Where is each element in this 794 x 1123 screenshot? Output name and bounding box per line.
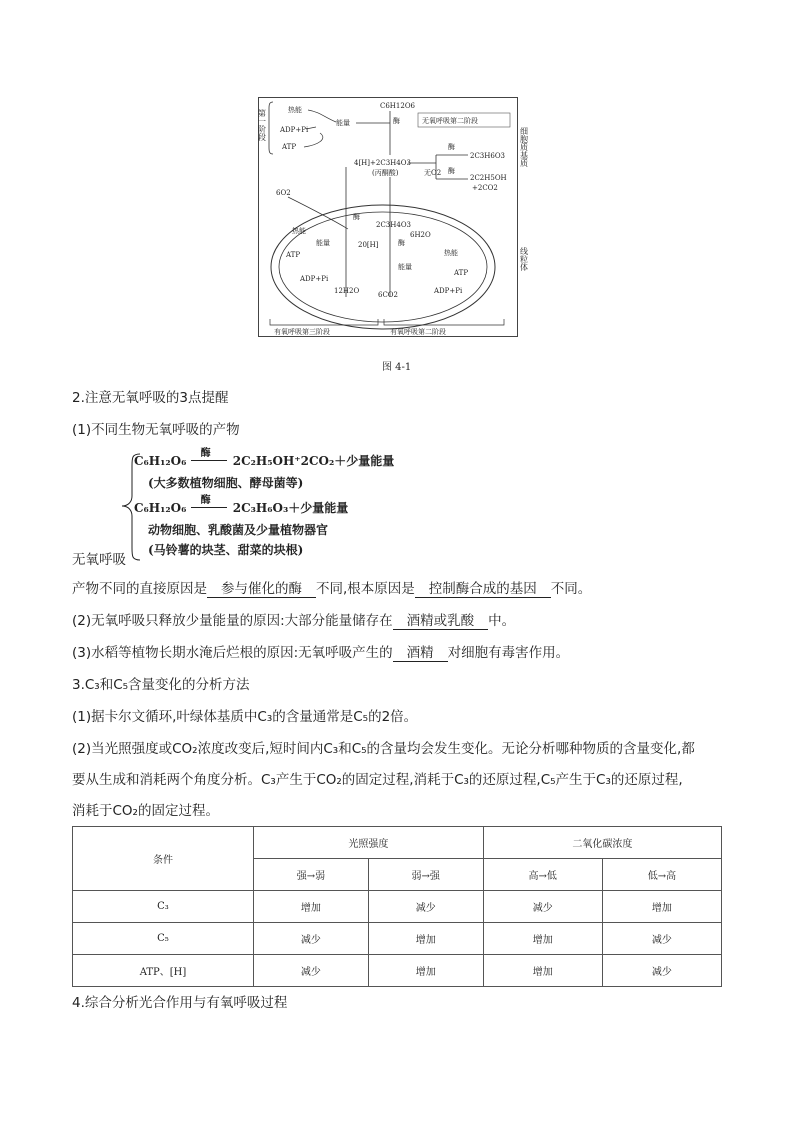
svg-text:+2CO2: +2CO2 (472, 184, 498, 192)
svg-text:热能: 热能 (288, 106, 302, 114)
svg-text:热能: 热能 (444, 249, 458, 257)
table-row (73, 955, 722, 987)
section2-item3: (3)水稻等植物长期水淹后烂根的原因:无氧呼吸产生的 酒精 对细胞有毒害作用。 (72, 645, 570, 661)
equation1-product: 2C₂H₅OH⁺2CO₂＋少量能量 (232, 454, 395, 468)
svg-text:ATP: ATP (282, 143, 297, 151)
equation2-note2: (马铃薯的块茎、甜菜的块根) (148, 543, 304, 557)
row-label: C₃ (73, 891, 254, 923)
svg-text:ADP+Pi: ADP+Pi (300, 275, 329, 283)
svg-text:酶: 酶 (393, 117, 400, 125)
table-cell: 减少 (254, 923, 369, 955)
section3-item2-line1: (2)当光照强度或CO₂浓度改变后,短时间内C₃和C₅的含量均会发生变化。无论分析哪种物质的含量变化,都 (72, 741, 695, 757)
subheader: 高→低 (483, 859, 602, 891)
pyruvate-label: 4[H]+2C3H4O3 (354, 159, 411, 167)
svg-text:能量: 能量 (316, 239, 330, 247)
answer-gene: 控制酶合成的基因 (415, 581, 551, 598)
svg-text:细胞质基质: 细胞质基质 (519, 127, 529, 167)
table-cell: 减少 (602, 923, 721, 955)
subheader: 弱→强 (368, 859, 483, 891)
equation1-reactant: C₆H₁₂O₆ (134, 454, 187, 468)
header-light: 光照强度 (254, 827, 484, 859)
table-row (73, 891, 722, 923)
answer-alcohol: 酒精 (393, 645, 448, 662)
enzyme-arrow: 酶 (191, 501, 229, 515)
row-label: ATP、[H] (73, 955, 254, 987)
equation1-note: (大多数植物细胞、酵母菌等) (148, 476, 304, 490)
svg-text:ATP: ATP (454, 269, 469, 277)
header-co2: 二氧化碳浓度 (483, 827, 721, 859)
svg-text:无氧呼吸第二阶段: 无氧呼吸第二阶段 (422, 117, 478, 125)
section3-item2-line2: 要从生成和消耗两个角度分析。C₃产生于CO₂的固定过程,消耗于C₃的还原过程,C₅产生于C₃的还原过程, (72, 772, 683, 788)
svg-text:能量: 能量 (398, 263, 412, 271)
anaerobic-label: 无氧呼吸 (72, 552, 126, 568)
glucose-label: C6H12O6 (380, 102, 416, 110)
stage1-label: 第一阶段 (257, 109, 267, 141)
svg-text:ATP: ATP (286, 251, 301, 259)
svg-text:热能: 热能 (292, 227, 306, 235)
svg-text:(丙酮酸): (丙酮酸) (372, 169, 399, 177)
section2-item1: (1)不同生物无氧呼吸的产物 (72, 422, 240, 438)
svg-text:无O2: 无O2 (424, 169, 442, 177)
svg-text:有氧呼吸第二阶段: 有氧呼吸第二阶段 (390, 328, 446, 336)
table-cell: 增加 (368, 955, 483, 987)
answer-storage: 酒精或乳酸 (393, 613, 489, 630)
table-cell: 减少 (602, 955, 721, 987)
table-cell: 增加 (483, 955, 602, 987)
table-cell: 增加 (483, 923, 602, 955)
header-condition: 条件 (73, 827, 254, 891)
section3-title: 3.C₃和C₅含量变化的分析方法 (72, 677, 250, 693)
table-cell: 减少 (254, 955, 369, 987)
svg-text:线粒体: 线粒体 (519, 247, 529, 271)
section3-item2-line3: 消耗于CO₂的固定过程。 (72, 803, 219, 819)
table-cell: 增加 (368, 923, 483, 955)
svg-text:能量: 能量 (336, 119, 350, 127)
svg-text:2C3H4O3: 2C3H4O3 (376, 221, 412, 229)
svg-text:2C2H5OH: 2C2H5OH (470, 174, 507, 182)
section2-item2: (2)无氧呼吸只释放少量能量的原因:大部分能量储存在 酒精或乳酸 中。 (72, 613, 516, 629)
svg-text:6H2O: 6H2O (410, 231, 431, 239)
svg-text:酶: 酶 (448, 143, 455, 151)
equation2-note1: 动物细胞、乳酸菌及少量植物器官 (148, 523, 329, 537)
table-cell: 增加 (602, 891, 721, 923)
row-label: C₅ (73, 923, 254, 955)
section2-title: 2.注意无氧呼吸的3点提醒 (72, 390, 229, 406)
respiration-diagram (257, 97, 529, 337)
svg-text:酶: 酶 (353, 213, 360, 221)
table-cell: 减少 (368, 891, 483, 923)
svg-text:12H2O: 12H2O (334, 287, 360, 295)
table-row (73, 923, 722, 955)
svg-text:20[H]: 20[H] (358, 241, 379, 249)
svg-text:酶: 酶 (398, 239, 405, 247)
table-cell: 增加 (254, 891, 369, 923)
c3-c5-table (72, 826, 722, 987)
svg-text:2C3H6O3: 2C3H6O3 (470, 152, 506, 160)
svg-text:ADP+Pi: ADP+Pi (280, 126, 309, 134)
svg-text:ADP+Pi: ADP+Pi (434, 287, 463, 295)
figure-caption: 图 4-1 (382, 362, 412, 373)
answer-enzyme: 参与催化的酶 (207, 581, 316, 598)
svg-text:6CO2: 6CO2 (378, 291, 399, 299)
section4-title: 4.综合分析光合作用与有氧呼吸过程 (72, 995, 288, 1011)
svg-text:6O2: 6O2 (276, 189, 291, 197)
section3-item1: (1)据卡尔文循环,叶绿体基质中C₃的含量通常是C₅的2倍。 (72, 709, 418, 725)
subheader: 强→弱 (254, 859, 369, 891)
svg-text:有氧呼吸第三阶段: 有氧呼吸第三阶段 (274, 328, 330, 336)
enzyme-arrow: 酶 (191, 454, 229, 468)
svg-text:酶: 酶 (448, 167, 455, 175)
equation2-reactant: C₆H₁₂O₆ (134, 501, 187, 515)
table-cell: 减少 (483, 891, 602, 923)
equation2-product: 2C₃H₆O₃＋少量能量 (232, 501, 349, 515)
subheader: 低→高 (602, 859, 721, 891)
reason-line: 产物不同的直接原因是 参与催化的酶 不同,根本原因是 控制酶合成的基因 不同。 (72, 581, 592, 597)
